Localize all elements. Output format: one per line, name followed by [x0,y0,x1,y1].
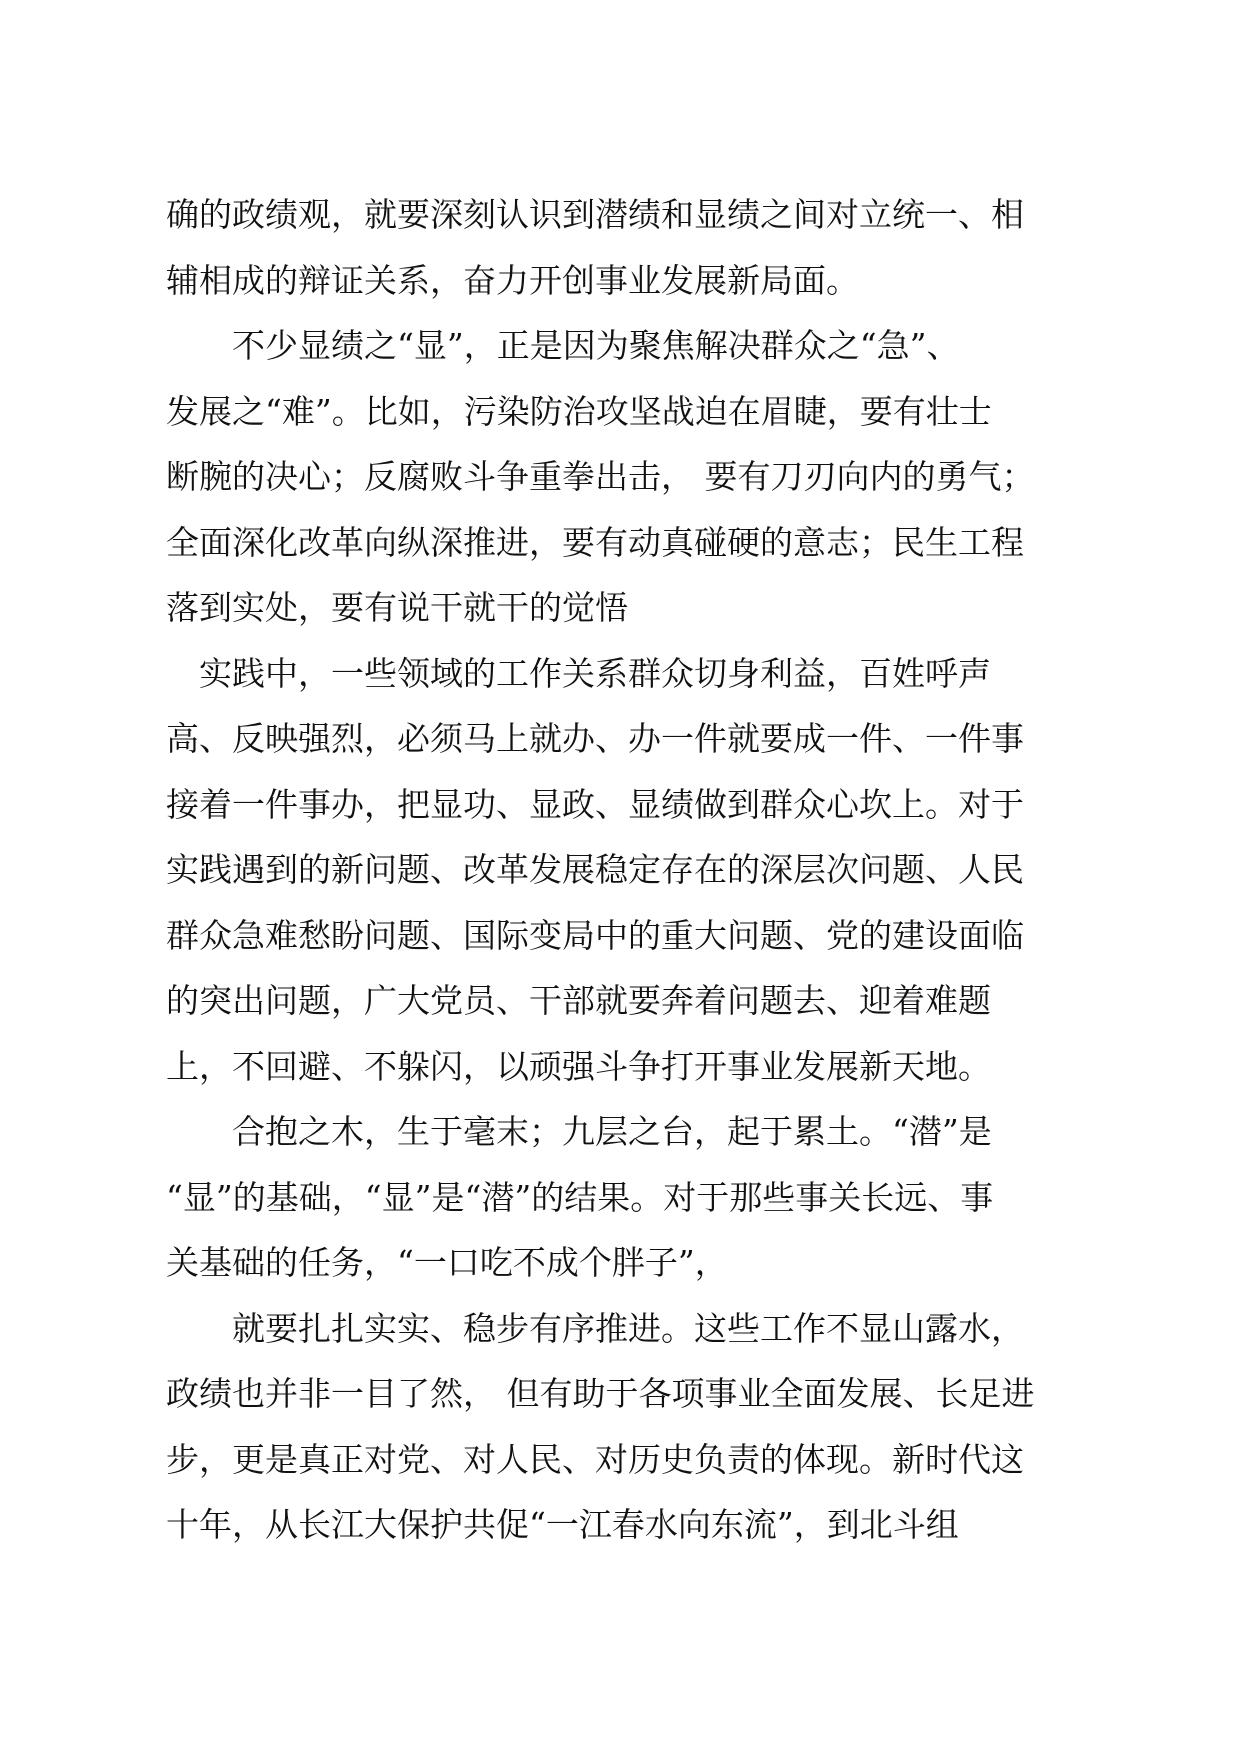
text-line: 接着一件事办，把显功、显政、显绩做到群众心坎上。对于 [166,784,1024,824]
text-line: 实践中，一些领域的工作关系群众切身利益，百姓呼声 [199,653,991,693]
text-line: 不少显绩之“显”，正是因为聚焦解决群众之“急”、 [232,326,960,365]
body-text [166,182,1076,1558]
text-line: 发展之“难”。比如，污染防治攻坚战迫在眉睫，要有壮士 [166,391,992,431]
text-line: 政绩也并非一目了然， 但有助于各项事业全面发展、长足进 [166,1374,1035,1413]
text-line: 关基础的任务，“一口吃不成个胖子”， [166,1243,728,1282]
text-line: 上，不回避、不躲闪，以顽强斗争打开事业发展新天地。 [166,1046,991,1086]
text-line: 高、反映强烈，必须马上就办、办一件就要成一件、一件事 [166,719,1024,758]
text-line: 辅相成的辩证关系，奋力开创事业发展新局面。 [166,260,859,300]
text-line: 步，更是真正对党、对人民、对历史负责的体现。新时代这 [166,1439,1024,1479]
text-line: 就要扎扎实实、稳步有序推进。这些工作不显山露水， [232,1308,1024,1348]
text-line: 落到实处，要有说干就干的觉悟 [166,588,628,627]
text-line: 合抱之木，生于毫末；九层之台，起于累土。“潜”是 [232,1112,992,1151]
text-line: 实践遇到的新问题、改革发展稳定存在的深层次问题、人民 [166,850,1024,889]
text-line: 确的政绩观，就要深刻认识到潜绩和显绩之间对立统一、相 [166,195,1024,234]
text-line: 十年，从长江大保护共促“一江春水向东流”，到北斗组 [166,1505,959,1544]
text-line: 的突出问题，广大党员、干部就要奔着问题去、迎着难题 [166,981,991,1020]
text-line: 断腕的决心；反腐败斗争重拳出击， 要有刀刃向内的勇气； [166,457,1035,496]
text-line: 群众急难愁盼问题、国际变局中的重大问题、党的建设面临 [166,915,1024,955]
text-line: 全面深化改革向纵深推进，要有动真碰硬的意志；民生工程 [166,522,1024,562]
text-line: “显”的基础，“显”是“潜”的结果。对于那些事关长远、事 [166,1177,994,1217]
